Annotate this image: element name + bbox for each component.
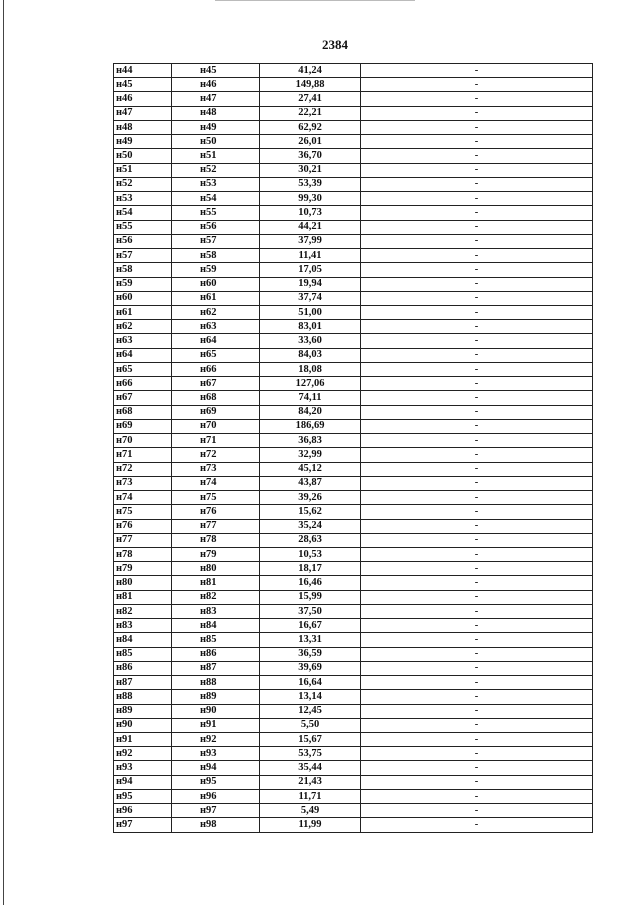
table-row [114, 206, 593, 220]
to-point-cell: н46 [172, 78, 260, 92]
from-point-cell: н80 [114, 576, 172, 590]
table-row [114, 163, 593, 177]
note-cell: - [361, 505, 593, 519]
table-row [114, 78, 593, 92]
table-row [114, 604, 593, 618]
length-cell: 35,44 [260, 761, 361, 775]
from-point-cell: н54 [114, 206, 172, 220]
table-row [114, 405, 593, 419]
from-point-cell: н45 [114, 78, 172, 92]
note-cell: - [361, 476, 593, 490]
length-cell: 44,21 [260, 220, 361, 234]
length-cell: 15,62 [260, 505, 361, 519]
from-point-cell: н95 [114, 789, 172, 803]
from-point-cell: н57 [114, 249, 172, 263]
table-row [114, 676, 593, 690]
note-cell: - [361, 733, 593, 747]
table-row [114, 234, 593, 248]
note-cell: - [361, 320, 593, 334]
from-point-cell: н58 [114, 263, 172, 277]
table-row [114, 547, 593, 561]
table-row [114, 718, 593, 732]
length-cell: 16,67 [260, 619, 361, 633]
from-point-cell: н70 [114, 434, 172, 448]
to-point-cell: н83 [172, 604, 260, 618]
from-point-cell: н46 [114, 92, 172, 106]
note-cell: - [361, 78, 593, 92]
table-row [114, 263, 593, 277]
note-cell: - [361, 761, 593, 775]
from-point-cell: н90 [114, 718, 172, 732]
from-point-cell: н86 [114, 661, 172, 675]
from-point-cell: н60 [114, 291, 172, 305]
length-cell: 18,08 [260, 362, 361, 376]
points-table [113, 63, 593, 833]
to-point-cell: н45 [172, 64, 260, 78]
table-row [114, 690, 593, 704]
from-point-cell: н61 [114, 305, 172, 319]
length-cell: 32,99 [260, 448, 361, 462]
scan-edge [3, 0, 4, 905]
note-cell: - [361, 120, 593, 134]
note-cell: - [361, 690, 593, 704]
table-row [114, 562, 593, 576]
length-cell: 62,92 [260, 120, 361, 134]
table-row [114, 491, 593, 505]
table-row [114, 192, 593, 206]
from-point-cell: н53 [114, 192, 172, 206]
from-point-cell: н87 [114, 676, 172, 690]
table-row [114, 64, 593, 78]
note-cell: - [361, 590, 593, 604]
to-point-cell: н86 [172, 647, 260, 661]
note-cell: - [361, 163, 593, 177]
from-point-cell: н50 [114, 149, 172, 163]
table-row [114, 747, 593, 761]
from-point-cell: н48 [114, 120, 172, 134]
to-point-cell: н50 [172, 135, 260, 149]
table-row [114, 391, 593, 405]
note-cell: - [361, 462, 593, 476]
to-point-cell: н98 [172, 818, 260, 832]
table-row [114, 505, 593, 519]
from-point-cell: н83 [114, 619, 172, 633]
to-point-cell: н63 [172, 320, 260, 334]
to-point-cell: н67 [172, 377, 260, 391]
to-point-cell: н58 [172, 249, 260, 263]
table-row [114, 733, 593, 747]
table-row [114, 419, 593, 433]
table-body [114, 64, 593, 833]
note-cell: - [361, 305, 593, 319]
note-cell: - [361, 747, 593, 761]
note-cell: - [361, 263, 593, 277]
length-cell: 15,67 [260, 733, 361, 747]
table-row [114, 576, 593, 590]
from-point-cell: н49 [114, 135, 172, 149]
to-point-cell: н47 [172, 92, 260, 106]
table-row [114, 434, 593, 448]
to-point-cell: н78 [172, 533, 260, 547]
length-cell: 51,00 [260, 305, 361, 319]
note-cell: - [361, 718, 593, 732]
note-cell: - [361, 192, 593, 206]
from-point-cell: н59 [114, 277, 172, 291]
to-point-cell: н84 [172, 619, 260, 633]
length-cell: 21,43 [260, 775, 361, 789]
from-point-cell: н69 [114, 419, 172, 433]
length-cell: 83,01 [260, 320, 361, 334]
to-point-cell: н81 [172, 576, 260, 590]
from-point-cell: н78 [114, 547, 172, 561]
length-cell: 13,31 [260, 633, 361, 647]
note-cell: - [361, 519, 593, 533]
length-cell: 5,50 [260, 718, 361, 732]
table-row [114, 305, 593, 319]
note-cell: - [361, 391, 593, 405]
to-point-cell: н85 [172, 633, 260, 647]
note-cell: - [361, 64, 593, 78]
to-point-cell: н51 [172, 149, 260, 163]
length-cell: 84,03 [260, 348, 361, 362]
to-point-cell: н72 [172, 448, 260, 462]
note-cell: - [361, 362, 593, 376]
to-point-cell: н68 [172, 391, 260, 405]
table-row [114, 92, 593, 106]
length-cell: 99,30 [260, 192, 361, 206]
length-cell: 10,73 [260, 206, 361, 220]
length-cell: 16,64 [260, 676, 361, 690]
table-row [114, 619, 593, 633]
length-cell: 12,45 [260, 704, 361, 718]
note-cell: - [361, 348, 593, 362]
to-point-cell: н52 [172, 163, 260, 177]
length-cell: 28,63 [260, 533, 361, 547]
length-cell: 149,88 [260, 78, 361, 92]
to-point-cell: н96 [172, 789, 260, 803]
table-row [114, 590, 593, 604]
note-cell: - [361, 249, 593, 263]
to-point-cell: н66 [172, 362, 260, 376]
table-row [114, 462, 593, 476]
length-cell: 11,71 [260, 789, 361, 803]
table-row [114, 277, 593, 291]
length-cell: 30,21 [260, 163, 361, 177]
table-row [114, 106, 593, 120]
note-cell: - [361, 562, 593, 576]
note-cell: - [361, 576, 593, 590]
from-point-cell: н51 [114, 163, 172, 177]
to-point-cell: н97 [172, 804, 260, 818]
from-point-cell: н84 [114, 633, 172, 647]
length-cell: 74,11 [260, 391, 361, 405]
length-cell: 37,74 [260, 291, 361, 305]
to-point-cell: н59 [172, 263, 260, 277]
to-point-cell: н70 [172, 419, 260, 433]
table-row [114, 647, 593, 661]
length-cell: 13,14 [260, 690, 361, 704]
to-point-cell: н80 [172, 562, 260, 576]
table-row [114, 519, 593, 533]
from-point-cell: н76 [114, 519, 172, 533]
to-point-cell: н82 [172, 590, 260, 604]
length-cell: 17,05 [260, 263, 361, 277]
table-row [114, 377, 593, 391]
to-point-cell: н62 [172, 305, 260, 319]
to-point-cell: н91 [172, 718, 260, 732]
note-cell: - [361, 334, 593, 348]
note-cell: - [361, 704, 593, 718]
note-cell: - [361, 633, 593, 647]
from-point-cell: н77 [114, 533, 172, 547]
length-cell: 11,41 [260, 249, 361, 263]
from-point-cell: н81 [114, 590, 172, 604]
table-row [114, 775, 593, 789]
length-cell: 53,75 [260, 747, 361, 761]
table-row [114, 362, 593, 376]
length-cell: 37,99 [260, 234, 361, 248]
to-point-cell: н71 [172, 434, 260, 448]
note-cell: - [361, 220, 593, 234]
length-cell: 39,26 [260, 491, 361, 505]
from-point-cell: н66 [114, 377, 172, 391]
length-cell: 36,83 [260, 434, 361, 448]
length-cell: 5,49 [260, 804, 361, 818]
table-row [114, 533, 593, 547]
from-point-cell: н52 [114, 177, 172, 191]
from-point-cell: н65 [114, 362, 172, 376]
to-point-cell: н73 [172, 462, 260, 476]
to-point-cell: н54 [172, 192, 260, 206]
note-cell: - [361, 149, 593, 163]
note-cell: - [361, 405, 593, 419]
note-cell: - [361, 775, 593, 789]
to-point-cell: н93 [172, 747, 260, 761]
from-point-cell: н97 [114, 818, 172, 832]
length-cell: 186,69 [260, 419, 361, 433]
to-point-cell: н69 [172, 405, 260, 419]
to-point-cell: н56 [172, 220, 260, 234]
to-point-cell: н76 [172, 505, 260, 519]
from-point-cell: н96 [114, 804, 172, 818]
scan-edge-top [215, 0, 415, 1]
note-cell: - [361, 804, 593, 818]
table-row [114, 761, 593, 775]
from-point-cell: н88 [114, 690, 172, 704]
note-cell: - [361, 604, 593, 618]
from-point-cell: н74 [114, 491, 172, 505]
from-point-cell: н71 [114, 448, 172, 462]
from-point-cell: н79 [114, 562, 172, 576]
note-cell: - [361, 206, 593, 220]
note-cell: - [361, 234, 593, 248]
from-point-cell: н82 [114, 604, 172, 618]
table-row [114, 291, 593, 305]
length-cell: 39,69 [260, 661, 361, 675]
to-point-cell: н90 [172, 704, 260, 718]
note-cell: - [361, 491, 593, 505]
from-point-cell: н91 [114, 733, 172, 747]
table-row [114, 661, 593, 675]
to-point-cell: н64 [172, 334, 260, 348]
note-cell: - [361, 277, 593, 291]
length-cell: 36,59 [260, 647, 361, 661]
to-point-cell: н87 [172, 661, 260, 675]
to-point-cell: н95 [172, 775, 260, 789]
note-cell: - [361, 177, 593, 191]
length-cell: 33,60 [260, 334, 361, 348]
table-row [114, 149, 593, 163]
length-cell: 22,21 [260, 106, 361, 120]
from-point-cell: н67 [114, 391, 172, 405]
to-point-cell: н89 [172, 690, 260, 704]
to-point-cell: н65 [172, 348, 260, 362]
table-row [114, 334, 593, 348]
length-cell: 35,24 [260, 519, 361, 533]
table-row [114, 789, 593, 803]
length-cell: 10,53 [260, 547, 361, 561]
table-row [114, 120, 593, 134]
from-point-cell: н92 [114, 747, 172, 761]
to-point-cell: н94 [172, 761, 260, 775]
table-row [114, 448, 593, 462]
table-row [114, 249, 593, 263]
to-point-cell: н53 [172, 177, 260, 191]
table-row [114, 804, 593, 818]
note-cell: - [361, 661, 593, 675]
from-point-cell: н62 [114, 320, 172, 334]
to-point-cell: н57 [172, 234, 260, 248]
table-row [114, 633, 593, 647]
length-cell: 45,12 [260, 462, 361, 476]
from-point-cell: н72 [114, 462, 172, 476]
to-point-cell: н92 [172, 733, 260, 747]
from-point-cell: н75 [114, 505, 172, 519]
table-row [114, 320, 593, 334]
length-cell: 43,87 [260, 476, 361, 490]
note-cell: - [361, 448, 593, 462]
note-cell: - [361, 291, 593, 305]
length-cell: 27,41 [260, 92, 361, 106]
from-point-cell: н47 [114, 106, 172, 120]
note-cell: - [361, 547, 593, 561]
table-row [114, 476, 593, 490]
to-point-cell: н75 [172, 491, 260, 505]
from-point-cell: н85 [114, 647, 172, 661]
note-cell: - [361, 676, 593, 690]
page-number: 2384 [322, 37, 348, 52]
from-point-cell: н89 [114, 704, 172, 718]
table-row [114, 177, 593, 191]
note-cell: - [361, 533, 593, 547]
length-cell: 84,20 [260, 405, 361, 419]
length-cell: 16,46 [260, 576, 361, 590]
table-row [114, 818, 593, 832]
to-point-cell: н77 [172, 519, 260, 533]
from-point-cell: н73 [114, 476, 172, 490]
to-point-cell: н48 [172, 106, 260, 120]
table-row [114, 704, 593, 718]
note-cell: - [361, 106, 593, 120]
length-cell: 18,17 [260, 562, 361, 576]
length-cell: 26,01 [260, 135, 361, 149]
note-cell: - [361, 619, 593, 633]
length-cell: 15,99 [260, 590, 361, 604]
note-cell: - [361, 377, 593, 391]
to-point-cell: н88 [172, 676, 260, 690]
table-row [114, 135, 593, 149]
table-row [114, 220, 593, 234]
note-cell: - [361, 434, 593, 448]
to-point-cell: н79 [172, 547, 260, 561]
from-point-cell: н64 [114, 348, 172, 362]
from-point-cell: н68 [114, 405, 172, 419]
from-point-cell: н55 [114, 220, 172, 234]
note-cell: - [361, 419, 593, 433]
length-cell: 36,70 [260, 149, 361, 163]
length-cell: 41,24 [260, 64, 361, 78]
length-cell: 53,39 [260, 177, 361, 191]
to-point-cell: н74 [172, 476, 260, 490]
length-cell: 19,94 [260, 277, 361, 291]
to-point-cell: н49 [172, 120, 260, 134]
from-point-cell: н44 [114, 64, 172, 78]
from-point-cell: н94 [114, 775, 172, 789]
length-cell: 11,99 [260, 818, 361, 832]
note-cell: - [361, 818, 593, 832]
note-cell: - [361, 647, 593, 661]
note-cell: - [361, 789, 593, 803]
table-row [114, 348, 593, 362]
length-cell: 127,06 [260, 377, 361, 391]
to-point-cell: н55 [172, 206, 260, 220]
length-cell: 37,50 [260, 604, 361, 618]
note-cell: - [361, 92, 593, 106]
note-cell: - [361, 135, 593, 149]
from-point-cell: н56 [114, 234, 172, 248]
to-point-cell: н60 [172, 277, 260, 291]
from-point-cell: н63 [114, 334, 172, 348]
from-point-cell: н93 [114, 761, 172, 775]
to-point-cell: н61 [172, 291, 260, 305]
